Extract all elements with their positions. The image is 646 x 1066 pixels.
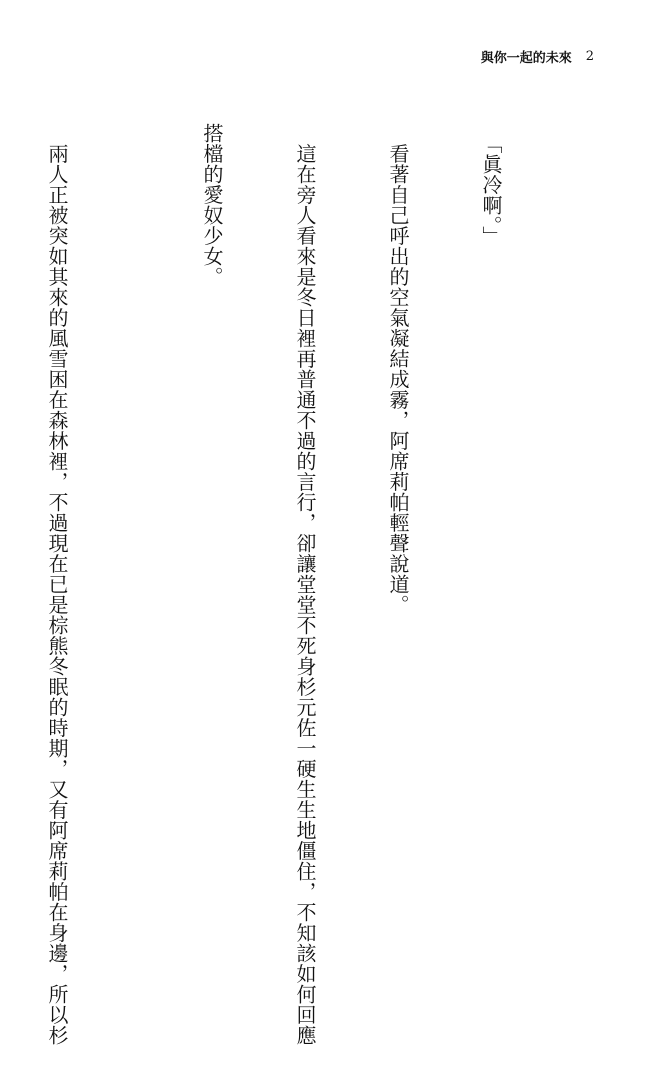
- text-line: 看著自己呼出的空氣凝結成霧，阿席莉帕輕聲說道。: [386, 123, 410, 615]
- text-line: 這在旁人看來是冬日裡再普通不過的言行，卻讓堂堂不死身杉元佐一硬生生地僵住，不知該如何回應: [293, 123, 317, 1046]
- running-header: [481, 46, 594, 66]
- vertical-body-text: [0, 123, 568, 1046]
- text-line: 搭檔的愛奴少女。: [200, 123, 224, 287]
- book-title: 與你一起的未來: [480, 50, 572, 66]
- text-line: 兩人正被突如其來的風雪困在森林裡，不過現在已是棕熊冬眠的時期，又有阿席莉帕在身邊，所以杉: [45, 123, 69, 1046]
- page-number: 2: [585, 48, 594, 64]
- text-line: 「眞冷啊。」: [479, 123, 503, 247]
